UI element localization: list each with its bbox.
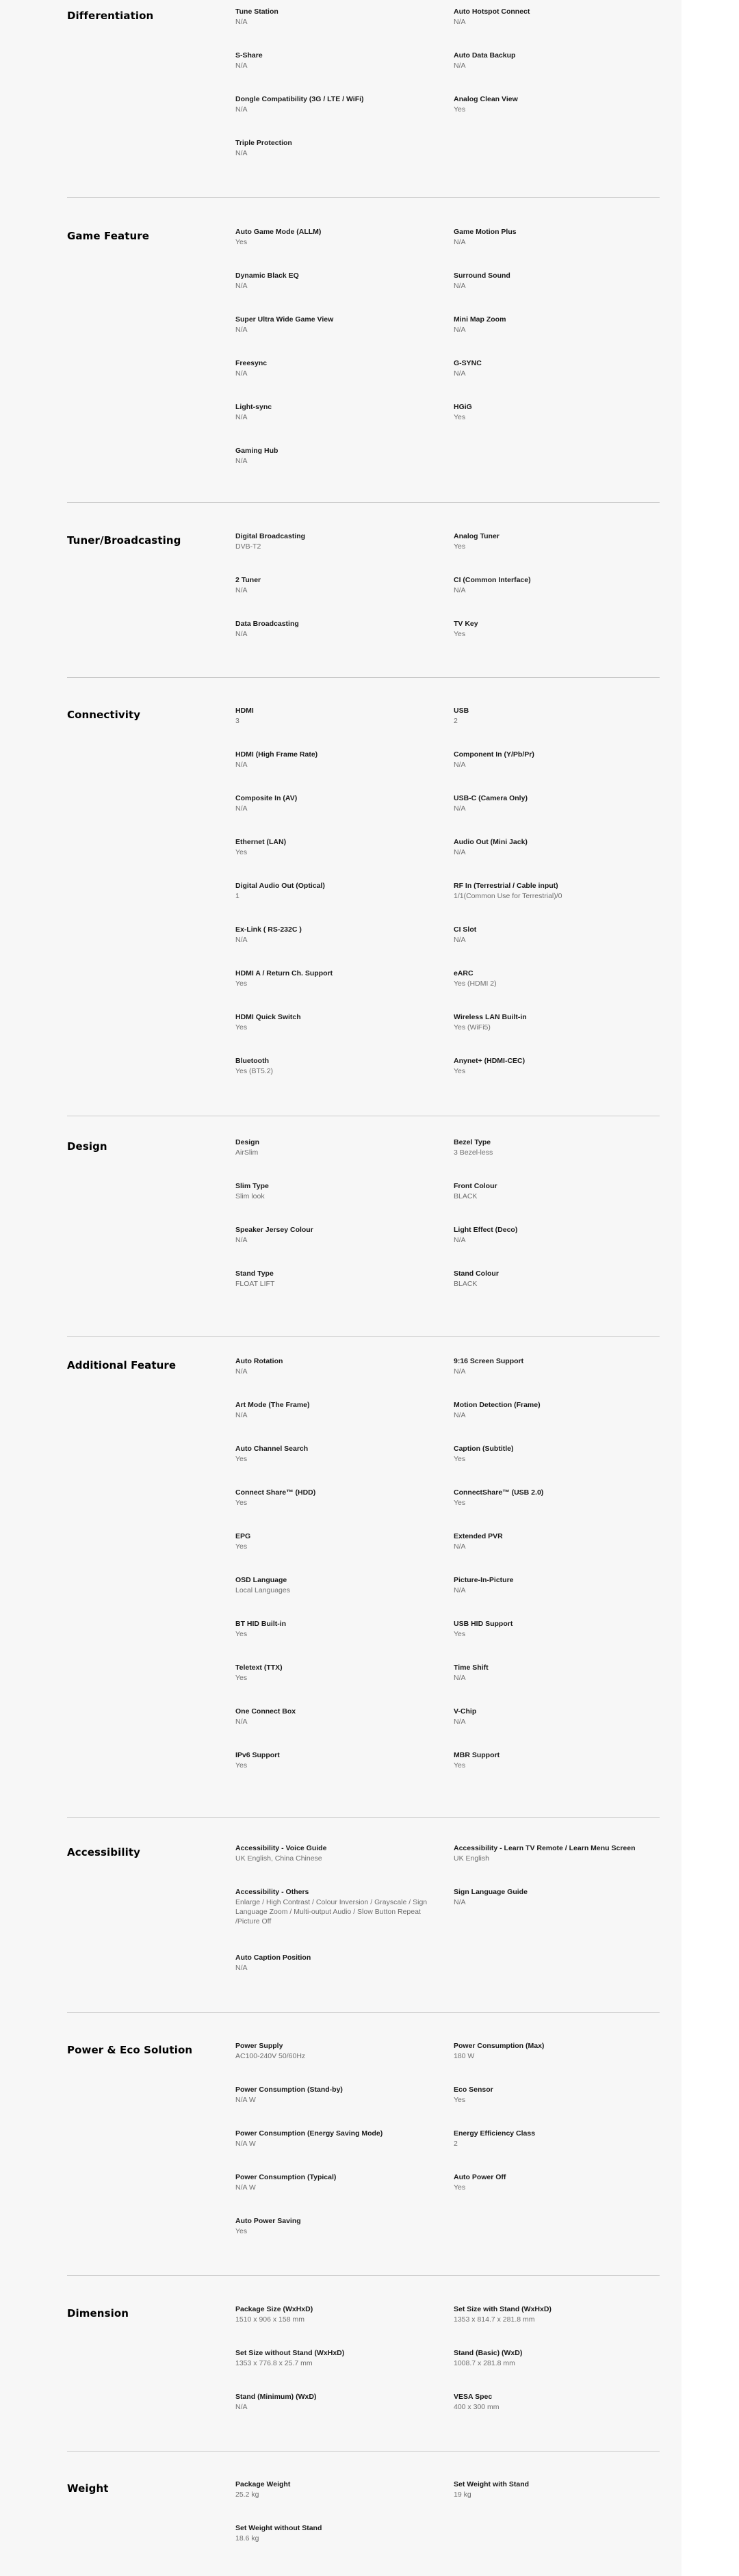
spec-value: N/A xyxy=(235,1964,248,1972)
section-divider xyxy=(67,502,660,503)
spec-item-analog-tuner xyxy=(454,531,659,551)
spec-item-accessibility-voice-guide xyxy=(235,1843,441,1863)
spec-item-set-size-with-stand-wxhxd xyxy=(454,2304,659,2324)
spec-item-speaker-jersey-colour xyxy=(235,1225,441,1245)
spec-label: Digital Broadcasting xyxy=(235,532,306,540)
spec-label: Auto Power Off xyxy=(454,2173,506,2181)
spec-item-ex-link-rs-232c xyxy=(235,925,441,945)
spec-item-data-broadcasting xyxy=(235,619,441,639)
spec-value: Yes xyxy=(454,1630,466,1638)
spec-item-art-mode-the-frame xyxy=(235,1400,441,1420)
spec-value: N/A xyxy=(235,1367,248,1376)
spec-item-9-16-screen-support xyxy=(454,1356,659,1376)
spec-label: Surround Sound xyxy=(454,272,510,280)
spec-label: Power Consumption (Max) xyxy=(454,2042,545,2050)
spec-item-light-sync xyxy=(235,402,441,422)
spec-value: Yes xyxy=(235,238,248,246)
spec-value: Yes xyxy=(454,2096,466,2104)
spec-label: Eco Sensor xyxy=(454,2086,493,2094)
spec-label: Auto Power Saving xyxy=(235,2217,301,2225)
spec-value: N/A xyxy=(454,1542,466,1551)
spec-item-auto-channel-search xyxy=(235,1444,441,1464)
spec-label: HDMI Quick Switch xyxy=(235,1013,301,1021)
spec-value: N/A xyxy=(454,761,466,769)
spec-label: Component In (Y/Pb/Pr) xyxy=(454,750,534,759)
spec-value: Yes xyxy=(454,1499,466,1507)
spec-item-power-consumption-max xyxy=(454,2041,659,2061)
spec-label: Speaker Jersey Colour xyxy=(235,1226,313,1234)
spec-value: AirSlim xyxy=(235,1148,259,1157)
spec-item-stand-basic-wxd xyxy=(454,2348,659,2368)
spec-value: 18.6 kg xyxy=(235,2534,259,2542)
spec-item-energy-efficiency-class xyxy=(454,2129,659,2148)
section-title: Differentiation xyxy=(67,10,154,22)
spec-item-usb-c-camera-only xyxy=(454,793,659,813)
spec-item-picture-in-picture xyxy=(454,1575,659,1595)
spec-item-bezel-type xyxy=(454,1138,659,1157)
section-divider xyxy=(67,2275,660,2276)
section-divider xyxy=(67,677,660,678)
spec-value: N/A W xyxy=(235,2140,256,2148)
spec-value: N/A xyxy=(235,105,248,114)
section-title: Power & Eco Solution xyxy=(67,2044,193,2056)
spec-item-anynet-hdmi-cec xyxy=(454,1056,659,1076)
spec-label: Sign Language Guide xyxy=(454,1888,528,1896)
spec-item-dynamic-black-eq xyxy=(235,271,441,291)
spec-value: 400 x 300 mm xyxy=(454,2403,500,2411)
spec-item-hdmi-quick-switch xyxy=(235,1012,441,1032)
spec-value: N/A xyxy=(454,586,466,594)
spec-item-teletext-ttx xyxy=(235,1663,441,1683)
spec-value: Yes xyxy=(454,630,466,638)
spec-item-digital-broadcasting xyxy=(235,531,441,551)
spec-value: N/A xyxy=(235,62,248,70)
spec-item-component-in-y-pb-pr xyxy=(454,750,659,770)
spec-label: RF In (Terrestrial / Cable input) xyxy=(454,882,558,890)
section-title: Weight xyxy=(67,2482,109,2495)
spec-label: Power Consumption (Stand-by) xyxy=(235,2086,343,2094)
spec-label: Art Mode (The Frame) xyxy=(235,1401,310,1409)
spec-label: Bezel Type xyxy=(454,1138,491,1146)
spec-label: Power Supply xyxy=(235,2042,283,2050)
spec-item-s-share xyxy=(235,51,441,70)
spec-item-stand-colour xyxy=(454,1269,659,1289)
spec-item-accessibility-others xyxy=(235,1887,441,1926)
spec-value: Yes xyxy=(454,1761,466,1770)
spec-item-g-sync xyxy=(454,358,659,378)
spec-label: OSD Language xyxy=(235,1576,287,1584)
spec-label: HGiG xyxy=(454,403,472,411)
spec-item-usb xyxy=(454,706,659,726)
spec-label: Auto Channel Search xyxy=(235,1445,309,1453)
spec-item-front-colour xyxy=(454,1181,659,1201)
spec-label: BT HID Built-in xyxy=(235,1620,287,1628)
spec-label: Auto Hotspot Connect xyxy=(454,8,530,16)
spec-value: N/A xyxy=(235,413,248,421)
spec-label: Ex-Link ( RS-232C ) xyxy=(235,925,302,934)
spec-value: N/A xyxy=(454,1718,466,1726)
spec-value: N/A xyxy=(454,18,466,26)
spec-item-package-weight xyxy=(235,2480,441,2499)
spec-item-auto-caption-position xyxy=(235,1953,441,1973)
spec-value: N/A W xyxy=(235,2096,256,2104)
spec-label: Stand Type xyxy=(235,1270,274,1278)
spec-value: N/A xyxy=(235,586,248,594)
spec-value: N/A xyxy=(454,326,466,334)
spec-label: USB-C (Camera Only) xyxy=(454,794,528,802)
spec-value: N/A xyxy=(235,282,248,290)
spec-value: N/A xyxy=(454,282,466,290)
spec-item-hgig xyxy=(454,402,659,422)
spec-item-stand-type xyxy=(235,1269,441,1289)
spec-value: BLACK xyxy=(454,1192,478,1200)
spec-item-accessibility-learn-tv-remote-learn-menu-screen xyxy=(454,1843,659,1863)
spec-value: 1510 x 906 x 158 mm xyxy=(235,2315,304,2324)
spec-value: Yes xyxy=(235,1023,248,1031)
spec-value: N/A xyxy=(454,1411,466,1419)
spec-value: 2 xyxy=(454,717,458,725)
spec-label: EPG xyxy=(235,1532,251,1540)
spec-label: eARC xyxy=(454,969,474,977)
spec-value: BLACK xyxy=(454,1280,478,1288)
spec-item-digital-audio-out-optical xyxy=(235,881,441,901)
section-title: Game Feature xyxy=(67,230,150,242)
spec-value: N/A xyxy=(454,1236,466,1244)
spec-item-extended-pvr xyxy=(454,1532,659,1551)
spec-item-set-weight-without-stand xyxy=(235,2523,441,2543)
spec-label: Super Ultra Wide Game View xyxy=(235,315,334,324)
spec-value: N/A xyxy=(454,62,466,70)
spec-label: Package Weight xyxy=(235,2480,291,2488)
spec-item-stand-minimum-wxd xyxy=(235,2392,441,2412)
spec-label: Motion Detection (Frame) xyxy=(454,1401,541,1409)
section-title: Dimension xyxy=(67,2307,129,2319)
spec-item-ci-common-interface xyxy=(454,575,659,595)
spec-value: N/A xyxy=(235,2403,248,2411)
spec-label: Auto Caption Position xyxy=(235,1954,311,1962)
spec-label: Tune Station xyxy=(235,8,278,16)
spec-value: Yes xyxy=(235,1761,248,1770)
spec-label: Composite In (AV) xyxy=(235,794,298,802)
spec-label: Set Size with Stand (WxHxD) xyxy=(454,2305,552,2313)
spec-value: Yes (BT5.2) xyxy=(235,1067,274,1075)
spec-label: Power Consumption (Typical) xyxy=(235,2173,337,2181)
spec-item-time-shift xyxy=(454,1663,659,1683)
spec-item-set-weight-with-stand xyxy=(454,2480,659,2499)
spec-item-light-effect-deco xyxy=(454,1225,659,1245)
spec-value: Yes xyxy=(235,848,248,856)
spec-item-earc xyxy=(454,969,659,988)
spec-value: FLOAT LIFT xyxy=(235,1280,275,1288)
spec-value: 25.2 kg xyxy=(235,2490,259,2499)
spec-label: Picture-In-Picture xyxy=(454,1576,514,1584)
section-title: Accessibility xyxy=(67,1846,140,1858)
spec-value: N/A xyxy=(235,804,248,813)
spec-label: Caption (Subtitle) xyxy=(454,1445,514,1453)
spec-value: Yes xyxy=(235,1542,248,1551)
spec-value: Yes xyxy=(454,413,466,421)
spec-value: Yes xyxy=(454,105,466,114)
spec-item-hdmi-high-frame-rate xyxy=(235,750,441,770)
spec-label: Design xyxy=(235,1138,260,1146)
spec-value: N/A xyxy=(235,369,248,378)
spec-item-analog-clean-view xyxy=(454,94,659,114)
spec-value: N/A xyxy=(454,1586,466,1594)
spec-item-hdmi-a-return-ch-support xyxy=(235,969,441,988)
spec-value: N/A xyxy=(235,936,248,944)
spec-item-slim-type xyxy=(235,1181,441,1201)
spec-label: Analog Tuner xyxy=(454,532,500,540)
spec-value: Local Languages xyxy=(235,1586,290,1594)
spec-label: Dynamic Black EQ xyxy=(235,272,299,280)
spec-label: Gaming Hub xyxy=(235,447,278,455)
spec-label: Accessibility - Others xyxy=(235,1888,309,1896)
spec-value: N/A xyxy=(454,848,466,856)
spec-label: Freesync xyxy=(235,359,268,367)
section-divider xyxy=(67,2451,660,2452)
spec-item-audio-out-mini-jack xyxy=(454,837,659,857)
spec-label: Light-sync xyxy=(235,403,272,411)
spec-item-usb-hid-support xyxy=(454,1619,659,1639)
spec-label: Analog Clean View xyxy=(454,95,518,103)
spec-label: Slim Type xyxy=(235,1182,269,1190)
section-title: Connectivity xyxy=(67,709,141,721)
spec-label: IPv6 Support xyxy=(235,1751,280,1759)
spec-value: N/A xyxy=(235,326,248,334)
spec-item-tv-key xyxy=(454,619,659,639)
spec-value: Yes xyxy=(235,980,248,988)
spec-item-tune-station xyxy=(235,7,441,27)
spec-item-set-size-without-stand-wxhxd xyxy=(235,2348,441,2368)
spec-item-super-ultra-wide-game-view xyxy=(235,315,441,334)
spec-label: TV Key xyxy=(454,620,478,628)
spec-item-mbr-support xyxy=(454,1750,659,1770)
spec-value: N/A xyxy=(454,804,466,813)
spec-item-one-connect-box xyxy=(235,1707,441,1726)
spec-item-auto-hotspot-connect xyxy=(454,7,659,27)
spec-item-wireless-lan-built-in xyxy=(454,1012,659,1032)
spec-label: USB HID Support xyxy=(454,1620,513,1628)
spec-value: N/A xyxy=(235,1236,248,1244)
spec-value: N/A xyxy=(454,369,466,378)
spec-label: HDMI xyxy=(235,707,254,715)
spec-value: Yes xyxy=(454,2183,466,2192)
spec-item-v-chip xyxy=(454,1707,659,1726)
spec-value: Yes xyxy=(454,1067,466,1075)
spec-item-auto-power-off xyxy=(454,2172,659,2192)
spec-item-gaming-hub xyxy=(235,446,441,466)
spec-value: N/A xyxy=(454,1674,466,1682)
spec-item-bt-hid-built-in xyxy=(235,1619,441,1639)
spec-value: 1 xyxy=(235,892,239,900)
spec-label: VESA Spec xyxy=(454,2393,493,2401)
spec-value: Yes xyxy=(235,1455,248,1463)
spec-label: Digital Audio Out (Optical) xyxy=(235,882,325,890)
spec-label: Dongle Compatibility (3G / LTE / WiFi) xyxy=(235,95,364,103)
spec-item-epg xyxy=(235,1532,441,1551)
spec-label: Mini Map Zoom xyxy=(454,315,506,324)
spec-item-rf-in-terrestrial-cable-input xyxy=(454,881,659,901)
spec-value: DVB-T2 xyxy=(235,542,261,551)
spec-item-power-consumption-stand-by xyxy=(235,2085,441,2105)
spec-value: 1353 x 776.8 x 25.7 mm xyxy=(235,2359,313,2367)
spec-label: Accessibility - Voice Guide xyxy=(235,1844,327,1852)
section-title: Additional Feature xyxy=(67,1359,177,1371)
spec-item-auto-data-backup xyxy=(454,51,659,70)
spec-label: CI (Common Interface) xyxy=(454,576,531,584)
spec-item-power-consumption-typical xyxy=(235,2172,441,2192)
spec-label: HDMI A / Return Ch. Support xyxy=(235,969,333,977)
spec-item-2-tuner xyxy=(235,575,441,595)
spec-value: Yes xyxy=(454,1455,466,1463)
spec-value: 3 Bezel-less xyxy=(454,1148,493,1157)
spec-value: Slim look xyxy=(235,1192,265,1200)
spec-label: Ethernet (LAN) xyxy=(235,838,287,846)
spec-value: Yes xyxy=(235,1674,248,1682)
spec-item-connectshare-usb-2-0 xyxy=(454,1488,659,1508)
spec-label: Triple Protection xyxy=(235,139,292,147)
spec-value: N/A xyxy=(235,630,248,638)
spec-value: 1/1(Common Use for Terrestrial)/0 xyxy=(454,892,562,900)
spec-label: Extended PVR xyxy=(454,1532,503,1540)
section-divider xyxy=(67,1336,660,1337)
spec-item-power-supply xyxy=(235,2041,441,2061)
spec-value: Yes xyxy=(235,2227,248,2235)
spec-value: Yes (WiFi5) xyxy=(454,1023,491,1031)
spec-item-ethernet-lan xyxy=(235,837,441,857)
spec-item-hdmi xyxy=(235,706,441,726)
spec-label: One Connect Box xyxy=(235,1707,296,1716)
spec-item-connect-share-hdd xyxy=(235,1488,441,1508)
section-title: Tuner/Broadcasting xyxy=(67,534,181,547)
spec-value: 180 W xyxy=(454,2052,475,2060)
spec-label: Connect Share™ (HDD) xyxy=(235,1488,316,1497)
section-title: Design xyxy=(67,1140,107,1153)
spec-label: Power Consumption (Energy Saving Mode) xyxy=(235,2129,383,2138)
spec-item-osd-language xyxy=(235,1575,441,1595)
spec-value: Yes (HDMI 2) xyxy=(454,980,497,988)
spec-value: N/A W xyxy=(235,2183,256,2192)
spec-value: N/A xyxy=(454,936,466,944)
spec-label: Set Weight with Stand xyxy=(454,2480,530,2488)
spec-item-auto-game-mode-allm xyxy=(235,227,441,247)
spec-item-design xyxy=(235,1138,441,1157)
spec-item-auto-power-saving xyxy=(235,2216,441,2236)
spec-label: Auto Data Backup xyxy=(454,51,516,60)
spec-label: Game Motion Plus xyxy=(454,228,517,236)
spec-label: MBR Support xyxy=(454,1751,500,1759)
spec-label: Set Size without Stand (WxHxD) xyxy=(235,2349,345,2357)
spec-item-eco-sensor xyxy=(454,2085,659,2105)
section-divider xyxy=(67,197,660,198)
spec-item-package-size-wxhxd xyxy=(235,2304,441,2324)
spec-item-ipv6-support xyxy=(235,1750,441,1770)
spec-label: Auto Rotation xyxy=(235,1357,283,1365)
spec-value: N/A xyxy=(454,1898,466,1906)
spec-label: Set Weight without Stand xyxy=(235,2524,322,2532)
spec-label: ConnectShare™ (USB 2.0) xyxy=(454,1488,544,1497)
spec-value: N/A xyxy=(235,761,248,769)
spec-label: USB xyxy=(454,707,469,715)
spec-value: UK English, China Chinese xyxy=(235,1854,322,1863)
spec-label: 2 Tuner xyxy=(235,576,261,584)
spec-value: N/A xyxy=(235,1411,248,1419)
spec-label: Front Colour xyxy=(454,1182,497,1190)
spec-label: Data Broadcasting xyxy=(235,620,299,628)
spec-value: Yes xyxy=(235,1499,248,1507)
spec-item-caption-subtitle xyxy=(454,1444,659,1464)
spec-label: Bluetooth xyxy=(235,1057,269,1065)
spec-value: Yes xyxy=(235,1630,248,1638)
spec-label: Accessibility - Learn TV Remote / Learn Menu Screen xyxy=(454,1844,636,1852)
spec-label: Stand (Basic) (WxD) xyxy=(454,2349,523,2357)
spec-label: Stand (Minimum) (WxD) xyxy=(235,2393,317,2401)
spec-label: G-SYNC xyxy=(454,359,482,367)
spec-item-triple-protection xyxy=(235,138,441,158)
spec-label: Auto Game Mode (ALLM) xyxy=(235,228,322,236)
spec-value: 1353 x 814.7 x 281.8 mm xyxy=(454,2315,535,2324)
spec-value: 2 xyxy=(454,2140,458,2148)
spec-value: N/A xyxy=(454,1367,466,1376)
spec-item-surround-sound xyxy=(454,271,659,291)
spec-item-composite-in-av xyxy=(235,793,441,813)
spec-value: Enlarge / High Contrast / Colour Inversion / Grayscale / Sign Language Zoom / Multi-output Audio / Slow Button Repeat /Picture Off xyxy=(235,1898,428,1926)
spec-label: 9:16 Screen Support xyxy=(454,1357,524,1365)
spec-value: 19 kg xyxy=(454,2490,471,2499)
spec-value: N/A xyxy=(235,18,248,26)
spec-label: Energy Efficiency Class xyxy=(454,2129,536,2138)
spec-item-bluetooth xyxy=(235,1056,441,1076)
spec-item-game-motion-plus xyxy=(454,227,659,247)
spec-value: Yes xyxy=(454,542,466,551)
spec-item-auto-rotation xyxy=(235,1356,441,1376)
spec-item-power-consumption-energy-saving-mode xyxy=(235,2129,441,2148)
spec-label: HDMI (High Frame Rate) xyxy=(235,750,318,759)
spec-label: Anynet+ (HDMI-CEC) xyxy=(454,1057,526,1065)
spec-item-ci-slot xyxy=(454,925,659,945)
spec-value: N/A xyxy=(235,149,248,157)
spec-label: CI Slot xyxy=(454,925,477,934)
spec-item-motion-detection-frame xyxy=(454,1400,659,1420)
spec-label: Time Shift xyxy=(454,1664,489,1672)
spec-value: UK English xyxy=(454,1854,489,1863)
spec-item-sign-language-guide xyxy=(454,1887,659,1907)
spec-item-mini-map-zoom xyxy=(454,315,659,334)
spec-label: S-Share xyxy=(235,51,263,60)
spec-label: Light Effect (Deco) xyxy=(454,1226,518,1234)
spec-value: N/A xyxy=(235,457,248,465)
spec-value: N/A xyxy=(235,1718,248,1726)
spec-value: AC100-240V 50/60Hz xyxy=(235,2052,306,2060)
spec-label: Wireless LAN Built-in xyxy=(454,1013,527,1021)
spec-label: Teletext (TTX) xyxy=(235,1664,283,1672)
spec-item-vesa-spec xyxy=(454,2392,659,2412)
section-divider xyxy=(67,2012,660,2013)
section-divider xyxy=(67,1817,660,1818)
spec-item-dongle-compatibility-3g-lte-wifi xyxy=(235,94,441,114)
spec-value: 3 xyxy=(235,717,239,725)
spec-label: Stand Colour xyxy=(454,1270,499,1278)
spec-label: Package Size (WxHxD) xyxy=(235,2305,313,2313)
spec-label: Audio Out (Mini Jack) xyxy=(454,838,528,846)
spec-label: V-Chip xyxy=(454,1707,477,1716)
spec-item-freesync xyxy=(235,358,441,378)
spec-value: 1008.7 x 281.8 mm xyxy=(454,2359,515,2367)
spec-value: N/A xyxy=(454,238,466,246)
